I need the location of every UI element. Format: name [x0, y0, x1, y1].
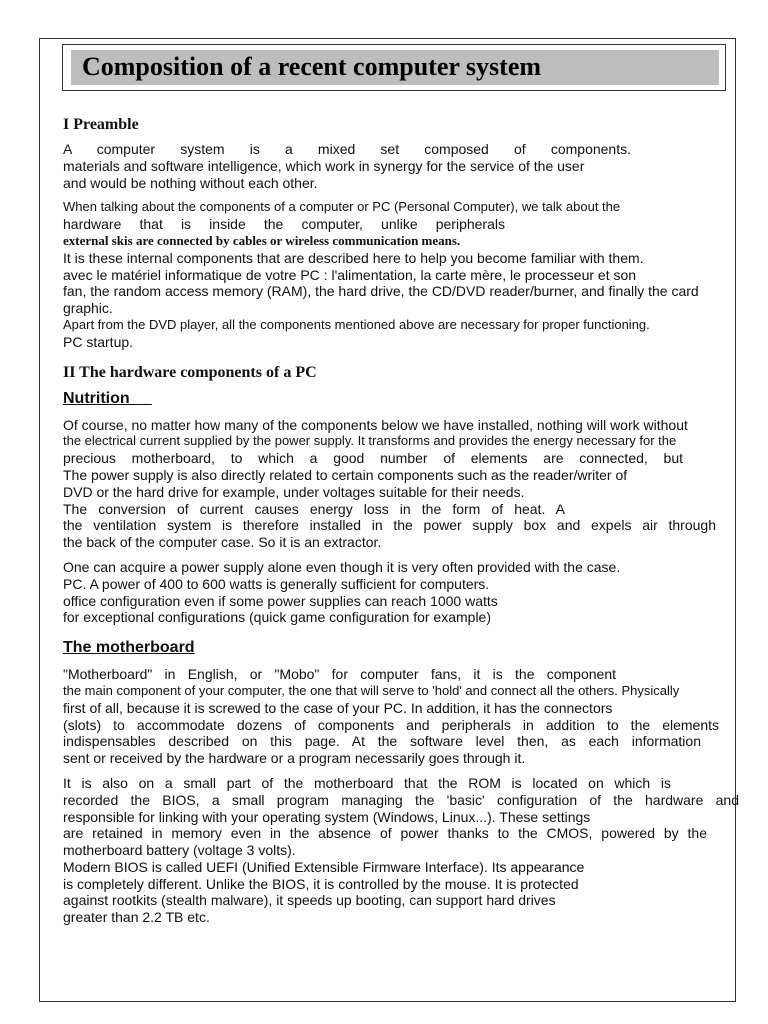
text-line: recorded the BIOS, a small program managing the 'basic' configuration of the hardware and	[63, 791, 739, 808]
text-line: against rootkits (stealth malware), it speeds up booting, can support hard drives	[63, 892, 556, 909]
text-line: office configuration even if some power supplies can reach 1000 watts	[63, 592, 498, 609]
motherboard-paragraph-1	[63, 666, 730, 767]
preamble-paragraph-2	[63, 199, 730, 350]
nutrition-paragraph-2	[63, 559, 730, 626]
nutrition-paragraph-1	[63, 417, 730, 551]
text-line: is completely different. Unlike the BIOS, it is controlled by the mouse. It is protected	[63, 875, 579, 892]
document-title: Composition of a recent computer system	[82, 52, 542, 81]
text-line: first of all, because it is screwed to the case of your PC. In addition, it has the connectors	[63, 699, 613, 716]
preamble-heading: I Preamble	[63, 116, 139, 133]
text-line: avec le matériel informatique de votre PC : l'alimentation, la carte mère, le processeur et son	[63, 266, 637, 283]
text-line: fan, the random access memory (RAM), the hard drive, the CD/DVD reader/burner, and finally the card	[63, 283, 699, 300]
text-line: materials and software intelligence, which work in synergy for the service of the user	[63, 157, 585, 174]
text-line: precious motherboard, to which a good number of elements are connected, but	[63, 450, 683, 467]
text-line: A computer system is a mixed set composed of components.	[63, 141, 631, 157]
nutrition-heading: Nutrition	[63, 389, 152, 407]
text-line: PC startup.	[63, 333, 134, 350]
text-line: "Motherboard" in English, or "Mobo" for computer fans, it is the component	[63, 666, 616, 683]
text-line: (slots) to accommodate dozens of components and peripherals in addition to the elements	[63, 716, 719, 733]
text-line: indispensables described on this page. At the software level then, as each information	[63, 733, 701, 750]
text-line: DVD or the hard drive for example, under voltages suitable for their needs.	[63, 483, 525, 500]
text-line: sent or received by the hardware or a program necessarily goes through it.	[63, 750, 526, 767]
text-line: Of course, no matter how many of the components below we have installed, nothing will work without	[63, 416, 688, 433]
text-line: responsible for linking with your operating system (Windows, Linux...). These settings	[63, 808, 591, 825]
hardware-heading: II The hardware components of a PC	[63, 363, 317, 381]
text-line: Apart from the DVD player, all the components mentioned above are necessary for proper functioning.	[63, 316, 650, 332]
preamble-paragraph-1	[63, 141, 730, 191]
text-line: It is also on a small part of the motherboard that the ROM is located on which is	[63, 774, 671, 791]
text-line: Modern BIOS is called UEFI (Unified Extensible Firmware Interface). Its appearance	[63, 858, 585, 875]
motherboard-heading: The motherboard	[63, 639, 195, 657]
document-body	[63, 115, 739, 926]
text-line: the electrical current supplied by the power supply. It transforms and provides the energy necessary for the	[63, 433, 677, 449]
text-line: are retained in memory even in the absence of power thanks to the CMOS, powered by the	[63, 825, 707, 842]
text-line: graphic.	[63, 300, 113, 317]
text-line: motherboard battery (voltage 3 volts).	[63, 842, 296, 859]
text-line: greater than 2.2 TB etc.	[63, 909, 210, 926]
text-line: The power supply is also directly related to certain components such as the reader/writer of	[63, 466, 628, 483]
text-line: the back of the computer case. So it is an extractor.	[63, 534, 382, 551]
motherboard-paragraph-2	[63, 774, 739, 926]
text-line: external skis are connected by cables or wireless communication means.	[63, 232, 461, 248]
text-line: the main component of your computer, the one that will serve to 'hold' and connect all the others. Physically	[63, 682, 680, 698]
text-line: When talking about the components of a computer or PC (Personal Computer), we talk about the	[63, 199, 621, 215]
text-line: hardware that is inside the computer, unlike peripherals	[63, 216, 505, 233]
text-line: It is these internal components that are described here to help you become familiar with them.	[63, 249, 644, 266]
text-line: and would be nothing without each other.	[63, 174, 318, 191]
text-line: the ventilation system is therefore installed in the power supply box and expels air through	[63, 517, 716, 534]
text-line: PC. A power of 400 to 600 watts is generally sufficient for computers.	[63, 575, 490, 592]
text-line: for exceptional configurations (quick game configuration for example)	[63, 609, 492, 626]
text-line: The conversion of current causes energy loss in the form of heat. A	[63, 500, 565, 517]
text-line: One can acquire a power supply alone even though it is very often provided with the case.	[63, 558, 621, 575]
